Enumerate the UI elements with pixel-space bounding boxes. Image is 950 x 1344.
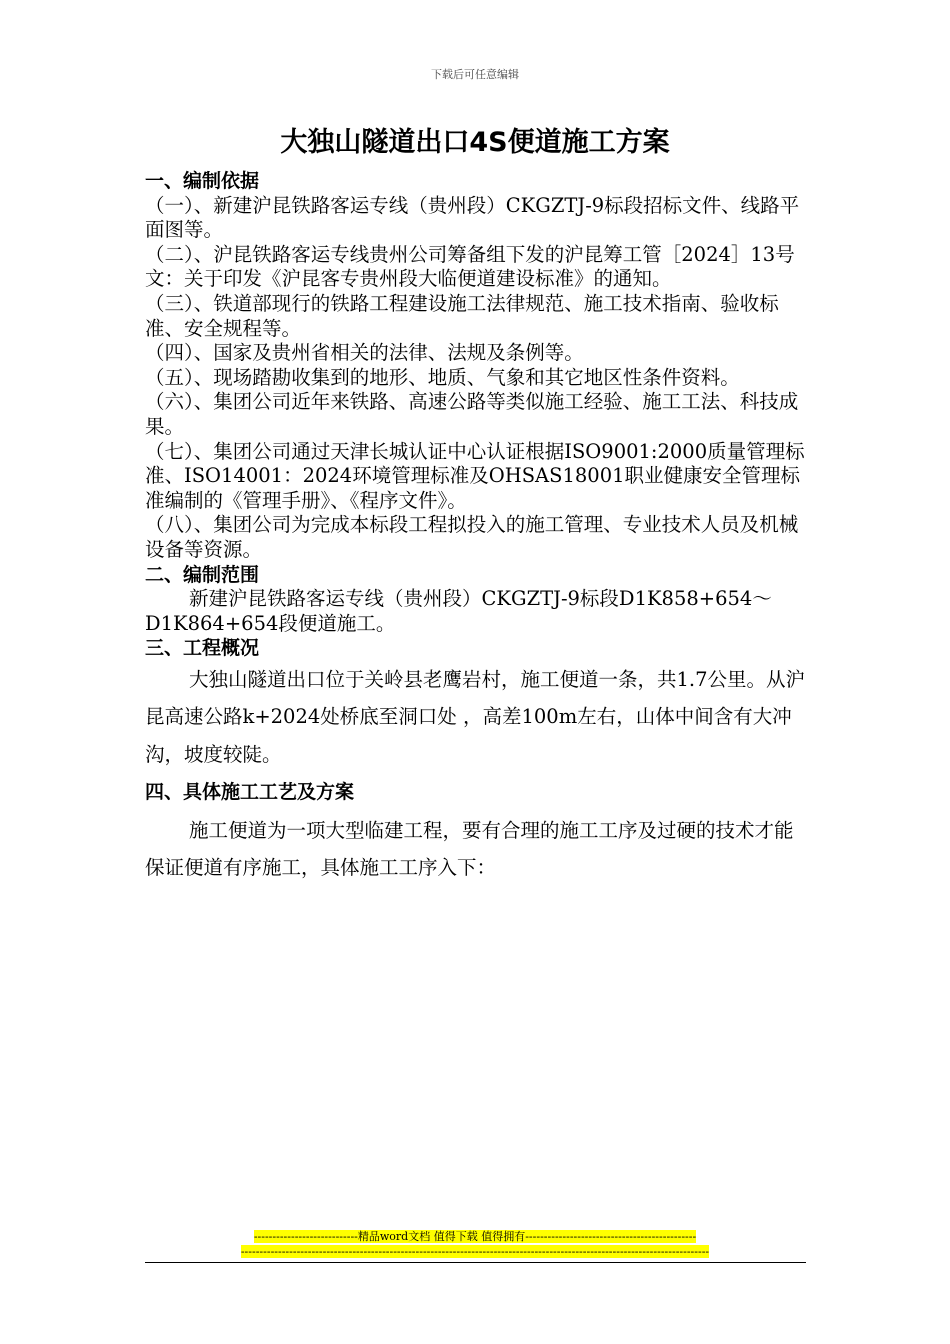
- document-body: [145, 169, 809, 887]
- footer-banner-line-1: ----------------------------精品word文档 值得下载 值得拥有----------------------------------------------: [253, 1230, 697, 1243]
- process-text: 施工便道为一项大型临建工程，要有合理的施工工序及过硬的技术才能保证便道有序施工，具体施工工序入下：: [145, 818, 794, 880]
- footer-banner: [0, 1230, 950, 1244]
- basis-item-7: （七）、集团公司通过天津长城认证中心认证根据ISO9001:2000质量管理标准、ISO14001：2024环境管理标准及OHSAS18001职业健康安全管理标准编制的《管理手册》、《程序文件》。: [145, 439, 805, 512]
- footer-banner-line-2: ------------------------------------------------------------------------------------------------------------------------------: [240, 1245, 710, 1258]
- document-title: 大独山隧道出口4S便道施工方案: [280, 127, 670, 158]
- basis-item-5: （五）、现场踏勘收集到的地形、地质、气象和其它地区性条件资料。: [145, 365, 740, 389]
- scope-text: 新建沪昆铁路客运专线（贵州段）CKGZTJ-9标段D1K858+654～D1K864+654段便道施工。: [145, 587, 772, 635]
- section-heading-process: 四、具体施工工艺及方案: [145, 781, 355, 804]
- footer-banner-2: [0, 1245, 950, 1259]
- overview-text: 大独山隧道出口位于关岭县老鹰岩村，施工便道一条，共1.7公里。从沪昆高速公路k+2024处桥底至洞口处 ，高差100m左右，山体中间含有大冲沟，坡度较陡。: [145, 667, 806, 766]
- basis-item-2: （二）、沪昆铁路客运专线贵州公司筹备组下发的沪昆筹工管［2024］13号文：关于印发《沪昆客专贵州段大临便道建设标准》的通知。: [145, 242, 795, 291]
- header-note: 下载后可任意编辑: [431, 68, 519, 81]
- section-heading-basis: 一、编制依据: [145, 170, 260, 192]
- basis-item-6: （六）、集团公司近年来铁路、高速公路等类似施工经验、施工工法、科技成果。: [145, 390, 799, 438]
- basis-item-1: （一）、新建沪昆铁路客运专线（贵州段）CKGZTJ-9标段招标文件、线路平面图等。: [145, 193, 800, 242]
- basis-item-8: （八）、集团公司为完成本标段工程拟投入的施工管理、专业技术人员及机械设备等资源。: [145, 513, 799, 561]
- section-heading-scope: 二、编制范围: [145, 563, 260, 586]
- footer-rule: [145, 1262, 806, 1263]
- basis-item-3: （三）、铁道部现行的铁路工程建设施工法律规范、施工技术指南、验收标准、安全规程等。: [145, 291, 779, 340]
- basis-item-4: （四）、国家及贵州省相关的法律、法规及条例等。: [145, 341, 584, 365]
- section-heading-overview: 三、工程概况: [145, 637, 260, 660]
